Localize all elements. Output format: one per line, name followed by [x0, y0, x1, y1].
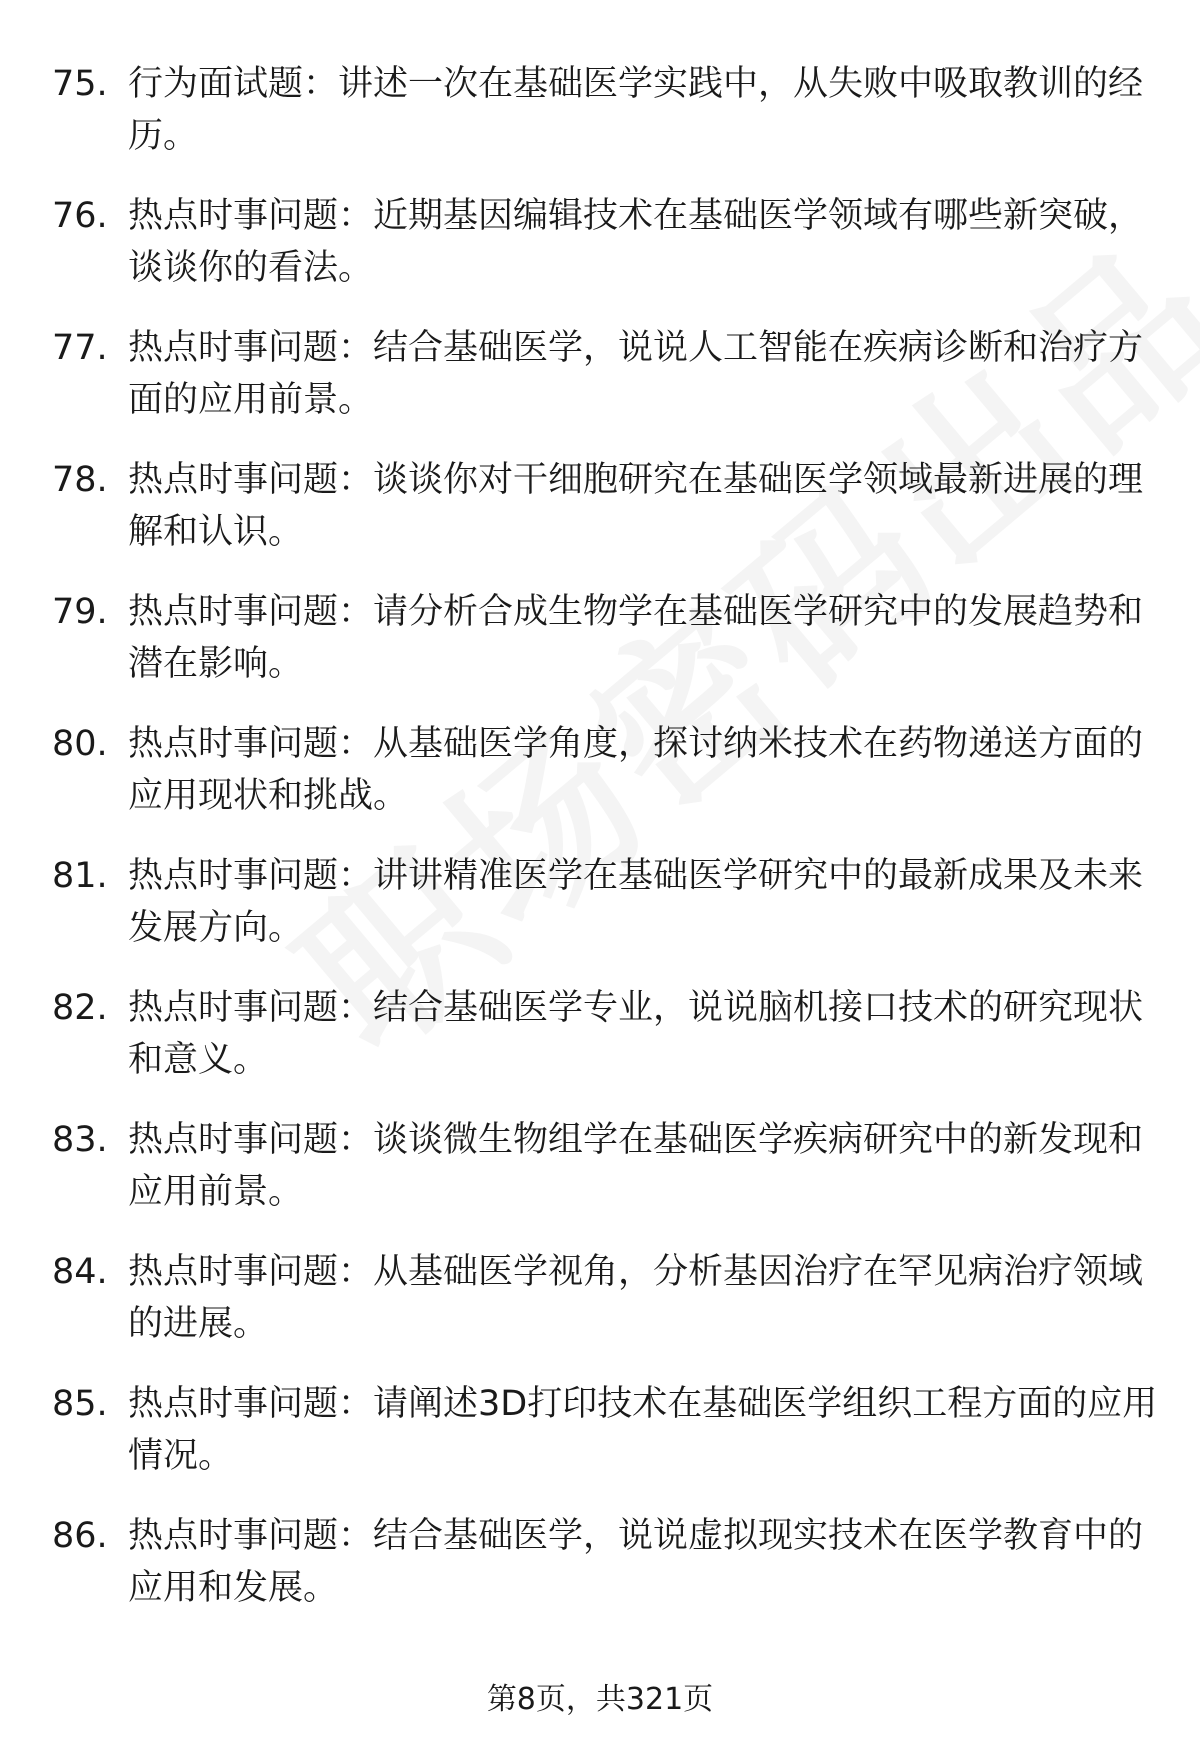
- question-text: 热点时事问题：结合基础医学专业，说说脑机接口技术的研究现状和意义。: [128, 988, 1144, 1080]
- question-number: 81.: [52, 856, 108, 896]
- question-list: [0, 58, 1200, 1642]
- question-text: 热点时事问题：从基础医学角度，探讨纳米技术在药物递送方面的应用现状和挑战。: [128, 724, 1144, 816]
- list-item: [0, 322, 1200, 454]
- question-text: 热点时事问题：谈谈微生物组学在基础医学疾病研究中的新发现和应用前景。: [128, 1120, 1144, 1212]
- question-number: 86.: [52, 1516, 108, 1556]
- list-item: [0, 58, 1200, 190]
- list-item: [0, 1114, 1200, 1246]
- question-number: 76.: [52, 196, 108, 236]
- question-number: 79.: [52, 592, 108, 632]
- question-number: 75.: [52, 64, 108, 104]
- question-number: 83.: [52, 1120, 108, 1160]
- list-item: [0, 982, 1200, 1114]
- list-item: [0, 718, 1200, 850]
- list-item: [0, 586, 1200, 718]
- list-item: [0, 1510, 1200, 1642]
- question-text: 热点时事问题：从基础医学视角，分析基因治疗在罕见病治疗领域的进展。: [128, 1252, 1144, 1344]
- question-text: 热点时事问题：请分析合成生物学在基础医学研究中的发展趋势和潜在影响。: [128, 592, 1144, 684]
- list-item: [0, 1378, 1200, 1510]
- page-number: 第8页，共321页: [486, 1682, 714, 1717]
- question-number: 77.: [52, 328, 108, 368]
- list-item: [0, 454, 1200, 586]
- question-text: 热点时事问题：谈谈你对干细胞研究在基础医学领域最新进展的理解和认识。: [128, 460, 1144, 552]
- list-item: [0, 850, 1200, 982]
- list-item: [0, 1246, 1200, 1378]
- list-item: [0, 190, 1200, 322]
- question-text: 热点时事问题：讲讲精准医学在基础医学研究中的最新成果及未来发展方向。: [128, 856, 1144, 948]
- question-text: 热点时事问题：近期基因编辑技术在基础医学领域有哪些新突破，谈谈你的看法。: [128, 196, 1144, 288]
- question-number: 85.: [52, 1384, 108, 1424]
- question-text: 热点时事问题：请阐述3D打印技术在基础医学组织工程方面的应用情况。: [128, 1384, 1158, 1476]
- question-number: 82.: [52, 988, 108, 1028]
- question-text: 热点时事问题：结合基础医学，说说人工智能在疾病诊断和治疗方面的应用前景。: [128, 328, 1144, 420]
- question-number: 78.: [52, 460, 108, 500]
- question-text: 行为面试题：讲述一次在基础医学实践中，从失败中吸取教训的经历。: [128, 64, 1144, 156]
- question-text: 热点时事问题：结合基础医学，说说虚拟现实技术在医学教育中的应用和发展。: [128, 1516, 1144, 1608]
- question-number: 80.: [52, 724, 108, 764]
- question-number: 84.: [52, 1252, 108, 1292]
